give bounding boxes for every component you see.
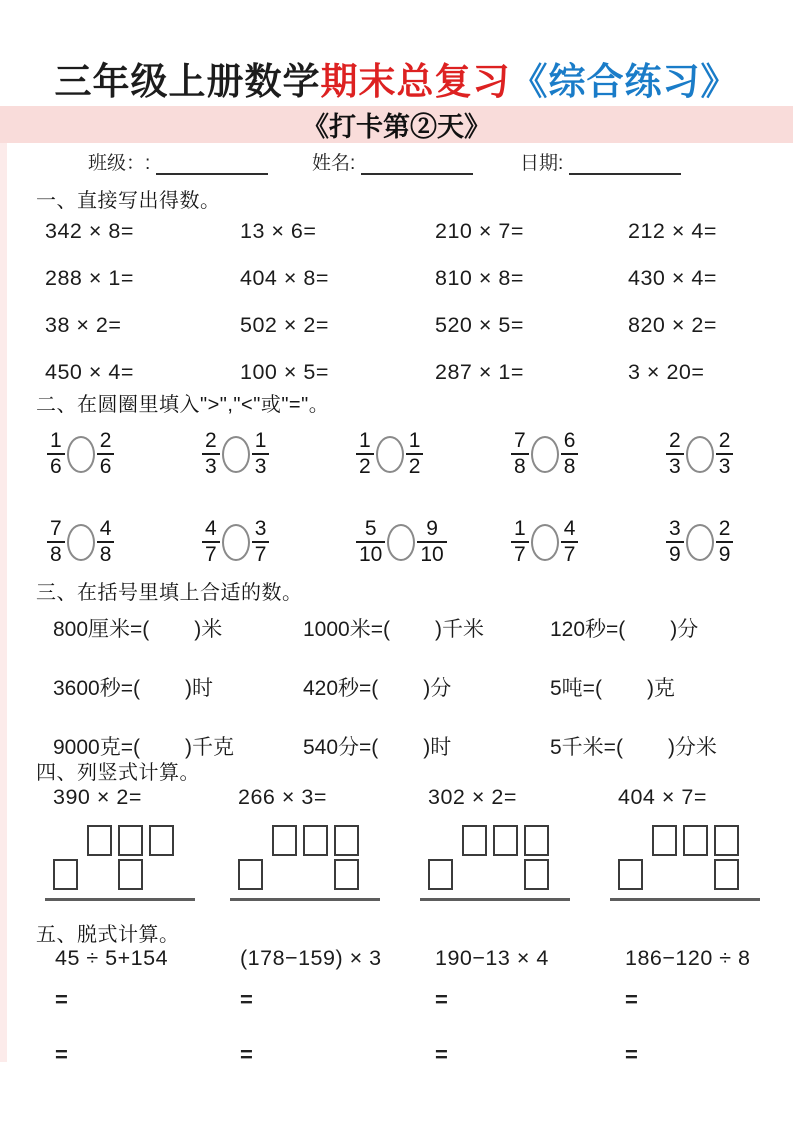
equals-step-two: = xyxy=(435,1042,448,1067)
digit-box xyxy=(118,825,143,856)
fraction-comparison xyxy=(511,429,666,478)
unit-conversion xyxy=(550,672,793,702)
fraction-numerator: 4 xyxy=(563,517,576,541)
problem-expression: 302 × 2= xyxy=(428,785,517,809)
fraction-left xyxy=(356,517,385,566)
fraction-left xyxy=(202,517,220,566)
mental-math-problem: 520 × 5= xyxy=(435,313,524,337)
class-field xyxy=(88,148,312,175)
section-four-heading: 四、列竖式计算。 xyxy=(36,762,200,784)
equals-step-two: = xyxy=(625,1042,638,1067)
conversion-prefix: 120秒=( xyxy=(550,617,626,641)
fraction-comparison-grid xyxy=(0,410,793,586)
fraction-denominator: 10 xyxy=(417,541,446,567)
fraction-right xyxy=(561,517,579,566)
mental-math-problem: 288 × 1= xyxy=(45,266,134,290)
conversion-prefix: 1000米=( xyxy=(303,617,390,641)
name-label: 姓名: xyxy=(312,153,356,174)
digit-box xyxy=(428,859,453,890)
comparison-circle xyxy=(686,436,714,473)
fraction-numerator: 2 xyxy=(99,429,112,453)
conversion-prefix: 3600秒=( xyxy=(53,676,140,700)
unit-conversion xyxy=(303,731,550,761)
title-practice-part: 《综合练习》 xyxy=(510,62,739,103)
vertical-form-grid xyxy=(0,785,793,901)
name-field xyxy=(312,148,520,175)
fraction-right xyxy=(97,429,115,478)
fraction-denominator: 2 xyxy=(356,453,374,479)
mixed-operation-problem xyxy=(55,946,240,1068)
fraction-denominator: 7 xyxy=(561,541,579,567)
comparison-circle xyxy=(531,436,559,473)
conversion-prefix: 5吨=( xyxy=(550,676,602,700)
unit-conversion xyxy=(53,613,303,643)
fraction-denominator: 6 xyxy=(97,453,115,479)
fraction-denominator: 10 xyxy=(356,541,385,567)
mental-math-problem: 810 × 8= xyxy=(435,266,524,290)
problem-expression: (178−159) × 3 xyxy=(240,946,382,970)
fraction-numerator: 7 xyxy=(50,517,62,541)
mental-math-problem: 342 × 8= xyxy=(45,219,134,243)
mixed-operation-problem xyxy=(625,946,793,1068)
vertical-form-diagram xyxy=(420,825,570,901)
digit-box xyxy=(683,825,708,856)
fraction-denominator: 3 xyxy=(666,453,684,479)
vertical-form-problem xyxy=(610,785,793,901)
fraction-comparison xyxy=(47,517,202,566)
fraction-comparison xyxy=(356,429,511,478)
fraction-numerator: 4 xyxy=(99,517,112,541)
answer-line xyxy=(610,898,760,901)
fraction-denominator: 8 xyxy=(511,453,529,479)
digit-box xyxy=(334,825,359,856)
fraction-comparison xyxy=(47,429,202,478)
fraction-comparison xyxy=(666,429,793,478)
fraction-numerator: 2 xyxy=(718,517,731,541)
digit-box xyxy=(524,859,549,890)
fraction-numerator: 1 xyxy=(50,429,62,453)
equals-step-two: = xyxy=(55,1042,68,1067)
fraction-denominator: 2 xyxy=(406,453,424,479)
fraction-denominator: 8 xyxy=(47,541,65,567)
mental-math-grid xyxy=(0,208,793,396)
digit-box xyxy=(303,825,328,856)
mental-math-problem: 820 × 2= xyxy=(628,313,717,337)
digit-box xyxy=(462,825,487,856)
fraction-left xyxy=(511,429,529,478)
digit-box xyxy=(272,825,297,856)
comparison-circle xyxy=(531,524,559,561)
fraction-numerator: 2 xyxy=(669,429,681,453)
fraction-comparison xyxy=(202,517,356,566)
fraction-denominator: 9 xyxy=(716,541,734,567)
unit-conversion xyxy=(303,672,550,702)
digit-box xyxy=(714,859,739,890)
problem-expression: 186−120 ÷ 8 xyxy=(625,946,751,970)
fraction-numerator: 6 xyxy=(563,429,576,453)
date-input-line xyxy=(569,158,681,175)
conversion-prefix: 800厘米=( xyxy=(53,617,150,641)
mental-math-problem: 210 × 7= xyxy=(435,219,524,243)
problem-expression: 190−13 × 4 xyxy=(435,946,549,970)
fraction-numerator: 9 xyxy=(426,517,438,541)
conversion-suffix: )时 xyxy=(423,735,452,759)
digit-box xyxy=(524,825,549,856)
problem-expression: 404 × 7= xyxy=(618,785,707,809)
vertical-form-diagram xyxy=(230,825,380,901)
fraction-numerator: 5 xyxy=(364,517,377,541)
fraction-right xyxy=(716,429,734,478)
vertical-form-problem xyxy=(230,785,420,901)
equals-step-one: = xyxy=(240,987,253,1012)
vertical-form-diagram xyxy=(610,825,760,901)
mental-math-problem: 212 × 4= xyxy=(628,219,717,243)
equals-step-one: = xyxy=(435,987,448,1012)
date-label: 日期: xyxy=(520,153,564,174)
class-input-line xyxy=(156,158,268,175)
comparison-circle xyxy=(67,436,95,473)
conversion-suffix: )时 xyxy=(184,676,213,700)
conversion-suffix: )千米 xyxy=(434,617,484,641)
fraction-numerator: 1 xyxy=(254,429,267,453)
date-field xyxy=(520,148,681,175)
mental-math-problem: 430 × 4= xyxy=(628,266,717,290)
page-title xyxy=(0,62,793,105)
answer-line xyxy=(45,898,195,901)
fraction-denominator: 7 xyxy=(511,541,529,567)
vertical-form-diagram xyxy=(45,825,195,901)
equals-step-one: = xyxy=(55,987,68,1012)
digit-box xyxy=(238,859,263,890)
fraction-numerator: 3 xyxy=(254,517,267,541)
fraction-denominator: 3 xyxy=(716,453,734,479)
problem-expression: 45 ÷ 5+154 xyxy=(55,946,169,970)
equals-step-two: = xyxy=(240,1042,253,1067)
digit-box xyxy=(652,825,677,856)
fraction-right xyxy=(417,517,446,566)
digit-box xyxy=(334,859,359,890)
fraction-numerator: 4 xyxy=(205,517,217,541)
answer-line xyxy=(230,898,380,901)
conversion-suffix: )分 xyxy=(670,617,699,641)
fraction-denominator: 9 xyxy=(666,541,684,567)
vertical-form-problem xyxy=(420,785,610,901)
fraction-right xyxy=(561,429,579,478)
conversion-prefix: 540分=( xyxy=(303,735,379,759)
fraction-comparison xyxy=(356,517,511,566)
fraction-left xyxy=(666,517,684,566)
fraction-numerator: 2 xyxy=(205,429,217,453)
fraction-right xyxy=(252,517,270,566)
comparison-circle xyxy=(686,524,714,561)
mental-math-problem: 287 × 1= xyxy=(435,360,524,384)
fraction-numerator: 3 xyxy=(669,517,681,541)
conversion-suffix: )千克 xyxy=(184,735,234,759)
mixed-operation-grid xyxy=(0,946,793,1068)
fraction-left xyxy=(356,429,374,478)
fraction-left xyxy=(666,429,684,478)
fraction-denominator: 3 xyxy=(202,453,220,479)
digit-box xyxy=(714,825,739,856)
fraction-denominator: 6 xyxy=(47,453,65,479)
mental-math-problem: 3 × 20= xyxy=(628,360,705,384)
day-banner-text: 《打卡第②天》 xyxy=(302,112,491,142)
fraction-denominator: 8 xyxy=(97,541,115,567)
mental-math-problem: 13 × 6= xyxy=(240,219,317,243)
comparison-circle xyxy=(222,436,250,473)
mental-math-problem: 100 × 5= xyxy=(240,360,329,384)
problem-expression: 390 × 2= xyxy=(53,785,142,809)
conversion-prefix: 5千米=( xyxy=(550,735,623,759)
title-review-part: 期末总复习 xyxy=(320,62,511,103)
digit-box xyxy=(87,825,112,856)
conversion-prefix: 9000克=( xyxy=(53,735,140,759)
comparison-circle xyxy=(387,524,415,561)
fraction-numerator: 1 xyxy=(514,517,526,541)
conversion-prefix: 420秒=( xyxy=(303,676,379,700)
section-two-heading: 二、在圆圈里填入">","<"或"="。 xyxy=(36,394,330,416)
fraction-right xyxy=(97,517,115,566)
comparison-circle xyxy=(376,436,404,473)
mental-math-problem: 404 × 8= xyxy=(240,266,329,290)
fraction-numerator: 1 xyxy=(359,429,371,453)
fraction-denominator: 8 xyxy=(561,453,579,479)
mixed-operation-problem xyxy=(240,946,435,1068)
info-fields xyxy=(88,148,753,175)
title-grade-part: 三年级上册数学 xyxy=(54,62,321,103)
conversion-suffix: )米 xyxy=(194,617,223,641)
section-five-heading: 五、脱式计算。 xyxy=(36,924,180,946)
unit-conversion xyxy=(550,613,793,643)
conversion-suffix: )克 xyxy=(646,676,675,700)
unit-conversion-grid xyxy=(0,598,793,775)
name-input-line xyxy=(361,158,473,175)
fraction-comparison xyxy=(511,517,666,566)
unit-conversion xyxy=(550,731,793,761)
digit-box xyxy=(53,859,78,890)
fraction-comparison xyxy=(202,429,356,478)
unit-conversion xyxy=(53,672,303,702)
problem-expression: 266 × 3= xyxy=(238,785,327,809)
equals-step-one: = xyxy=(625,987,638,1012)
fraction-right xyxy=(406,429,424,478)
unit-conversion xyxy=(303,613,550,643)
fraction-denominator: 3 xyxy=(252,453,270,479)
section-three-heading: 三、在括号里填上合适的数。 xyxy=(36,582,303,604)
fraction-right xyxy=(252,429,270,478)
fraction-denominator: 7 xyxy=(202,541,220,567)
fraction-numerator: 2 xyxy=(718,429,731,453)
day-banner xyxy=(0,106,793,143)
answer-line xyxy=(420,898,570,901)
conversion-suffix: )分 xyxy=(423,676,452,700)
fraction-right xyxy=(716,517,734,566)
fraction-numerator: 1 xyxy=(408,429,421,453)
class-label: 班级：: xyxy=(88,153,151,174)
digit-box xyxy=(118,859,143,890)
conversion-suffix: )分米 xyxy=(667,735,717,759)
mental-math-problem: 450 × 4= xyxy=(45,360,134,384)
fraction-left xyxy=(47,429,65,478)
digit-box xyxy=(493,825,518,856)
digit-box xyxy=(618,859,643,890)
fraction-left xyxy=(202,429,220,478)
fraction-comparison xyxy=(666,517,793,566)
fraction-numerator: 7 xyxy=(514,429,526,453)
mixed-operation-problem xyxy=(435,946,625,1068)
section-one-heading: 一、直接写出得数。 xyxy=(36,190,221,212)
fraction-left xyxy=(47,517,65,566)
fraction-denominator: 7 xyxy=(252,541,270,567)
comparison-circle xyxy=(222,524,250,561)
digit-box xyxy=(149,825,174,856)
mental-math-problem: 502 × 2= xyxy=(240,313,329,337)
vertical-form-problem xyxy=(45,785,230,901)
mental-math-problem: 38 × 2= xyxy=(45,313,122,337)
fraction-left xyxy=(511,517,529,566)
comparison-circle xyxy=(67,524,95,561)
